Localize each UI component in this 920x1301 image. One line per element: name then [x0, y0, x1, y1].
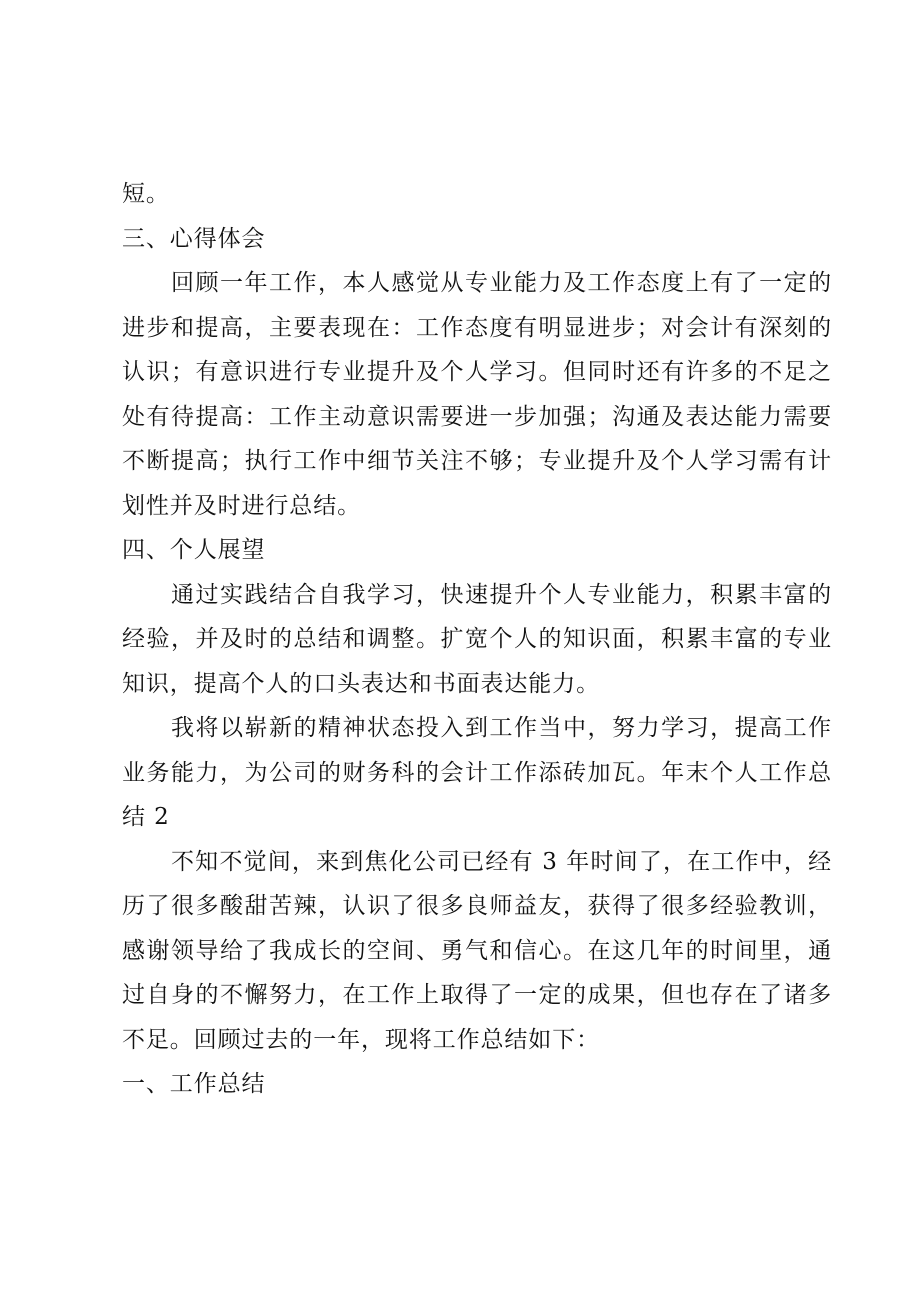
section-heading-insights: 三、心得体会	[122, 225, 266, 252]
document-body	[122, 172, 832, 1107]
paragraph-outlook: 通过实践结合自我学习，快速提升个人专业能力，积累丰富的经验，并及时的总结和调整。扩宽个人的知识面，积累丰富的专业知识，提高个人的口头表达和书面表达能力。	[122, 581, 832, 697]
paragraph-commitment: 我将以崭新的精神状态投入到工作当中，努力学习，提高工作业务能力，为公司的财务科的会计工作添砖加瓦。年末个人工作总结 2	[122, 715, 832, 830]
section-heading-outlook: 四、个人展望	[122, 537, 266, 563]
paragraph-intro-summary-2: 不知不觉间，来到焦化公司已经有 3 年时间了，在工作中，经历了很多酸甜苦辣，认识了很多良师益友，获得了很多经验教训，感谢领导给了我成长的空间、勇气和信心。在这几年的时间里，通过自身的不懈努力，在工作上取得了一定的成果，但也存在了诸多不足。回顾过去的一年，现将工作总结如下：	[122, 848, 832, 1053]
section-heading-work-summary: 一、工作总结	[122, 1071, 266, 1097]
paragraph-continuation: 短。	[122, 181, 170, 207]
paragraph-insights: 回顾一年工作，本人感觉从专业能力及工作态度上有了一定的进步和提高，主要表现在：工作态度有明显进步；对会计有深刻的认识；有意识进行专业提升及个人学习。但同时还有许多的不足之处有待提高：工作主动意识需要进一步加强；沟通及表达能力需要不断提高；执行工作中细节关注不够；专业提升及个人学习需有计划性并及时进行总结。	[122, 270, 832, 519]
